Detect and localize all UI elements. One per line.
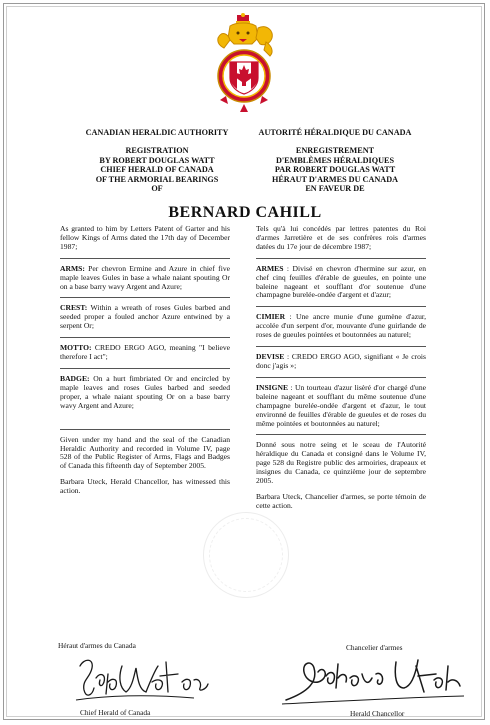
intro-text: As granted to him by Letters Patent of Garter and his fellow Kings of Arms dated the 17th day of December 1987; [60,224,230,251]
motto-label: DEVISE [256,352,285,362]
arms-section [256,265,426,301]
french-column [256,225,426,511]
badge-section [60,375,230,411]
arms-text: Per chevron Ermine and Azure in chief five maple leaves Gules in base a whale naiant spouting Or on a base barry wavy Argent and Azure; [60,263,230,291]
intro-text: Tels qu'à lui concédés par lettres patentes du Roi d'armes Jarretière et de ses confrères rois d'armes datées du 17e jour de décembre 1987; [256,224,426,251]
witness-text: Barbara Uteck, Chancelier d'armes, se porte témoin de cette action. [256,491,426,510]
registration-line: D'EMBLÈMES HÉRALDIQUES [275,155,395,165]
crest-text: : Une ancre munie d'une gumène d'azur, accolée d'un serpent d'or, mouvante d'une guirlande de roses de gueules pointées et boutonnées au naturel; [256,312,426,340]
registration-line: PAR ROBERT DOUGLAS WATT [274,165,396,175]
motto-section [256,353,426,371]
right-signature-title-fr: Chancelier d'armes [346,643,403,652]
english-header [72,128,242,193]
crest-label: CIMIER [256,312,286,322]
divider [60,297,230,298]
arms-section [60,265,230,292]
registration-line: OF THE ARMORIAL BEARINGS [95,174,219,184]
badge-text: On a hurt fimbriated Or and encircled by maple leaves and roses Gules barbed and seeded proper, a whale naiant spouting Or on a base barry wavy Argent and Azure; [60,373,230,410]
arms-text: : Divisé en chevron d'hermine sur azur, en chef cinq feuilles d'érable de gueules, en pointe une baleine nageant et soufflant d'or soutenue d'une champagne burelée-ondée d'argent et d'azur; [256,263,426,300]
authority-name-fr: AUTORITÉ HÉRALDIQUE DU CANADA [258,128,412,137]
crest-section [60,304,230,331]
motto-text: CREDO ERGO AGO, meaning "I believe therefore I act"; [60,343,230,362]
registration-line: EN FAVEUR DE [305,184,365,194]
divider [60,337,230,338]
registration-line: HÉRAUT D'ARMES DU CANADA [271,174,399,184]
divider [256,258,426,259]
given-text: Donné sous notre seing et le sceau de l'Autorité héraldique du Canada et consigné dans le Volume IV, page 528 du Registre public des armoiries, drapeaux et insignes du Canada, ce quinzième jour de septembre 2005. [256,440,426,486]
badge-section [256,384,426,429]
embossed-seal-inner [209,518,283,592]
witness-text: Barbara Uteck, Herald Chancellor, has witnessed this action. [60,477,230,496]
heraldic-authority-emblem [208,12,280,116]
registration-line: ENREGISTREMENT [295,146,375,156]
given-text: Given under my hand and the seal of the Canadian Heraldic Authority and recorded in Volume IV, page 528 of the Public Register of Arms, Flags and Badges of Canada this fifteenth day of September 2005. [60,434,230,471]
arms-label: ARMES [256,263,284,273]
motto-text: : CREDO ERGO AGO, signifiant « Je crois donc j'agis »; [256,352,426,370]
motto-section [60,344,230,362]
divider [256,346,426,347]
divider [60,368,230,369]
herald-chancellor-signature [278,652,468,708]
badge-text: : Un tourteau d'azur lisèré d'or chargé d'une baleine nageant et soufflant du même soutenue d'une champagne burelée-ondée d'argent et d'azur, le tout environné de feuilles d'érable de gueules et de roses du même pointées et boutonnées au naturel; [256,382,426,428]
crest-section [256,313,426,340]
english-column [60,225,230,496]
left-signature-title-en: Chief Herald of Canada [80,708,151,717]
right-signature-title-en: Herald Chancellor [350,709,405,718]
authority-name-en: CANADIAN HERALDIC AUTHORITY [85,128,229,137]
registration-line: OF [151,184,163,194]
registration-line: BY ROBERT DOUGLAS WATT [99,155,215,165]
crest-label: CREST: [60,303,88,313]
arms-label: ARMS: [60,263,85,273]
divider [256,306,426,307]
left-signature-title-fr: Héraut d'armes du Canada [58,641,136,650]
divider [60,429,230,430]
crown-icon [236,13,250,24]
grantee-name: BERNARD CAHILL [168,204,322,221]
registration-line: CHIEF HERALD OF CANADA [100,165,214,175]
divider [256,434,426,435]
divider [60,258,230,259]
registration-line: REGISTRATION [125,146,189,156]
motto-label: MOTTO: [60,343,92,353]
divider [256,377,426,378]
badge-label: BADGE: [60,373,90,383]
crest-text: Within a wreath of roses Gules barbed and seeded proper a fouled anchor Azure entwined by a serpent Or; [60,303,230,331]
badge-label: INSIGNE [256,382,289,392]
french-header [250,128,420,193]
chief-herald-signature [74,652,214,706]
